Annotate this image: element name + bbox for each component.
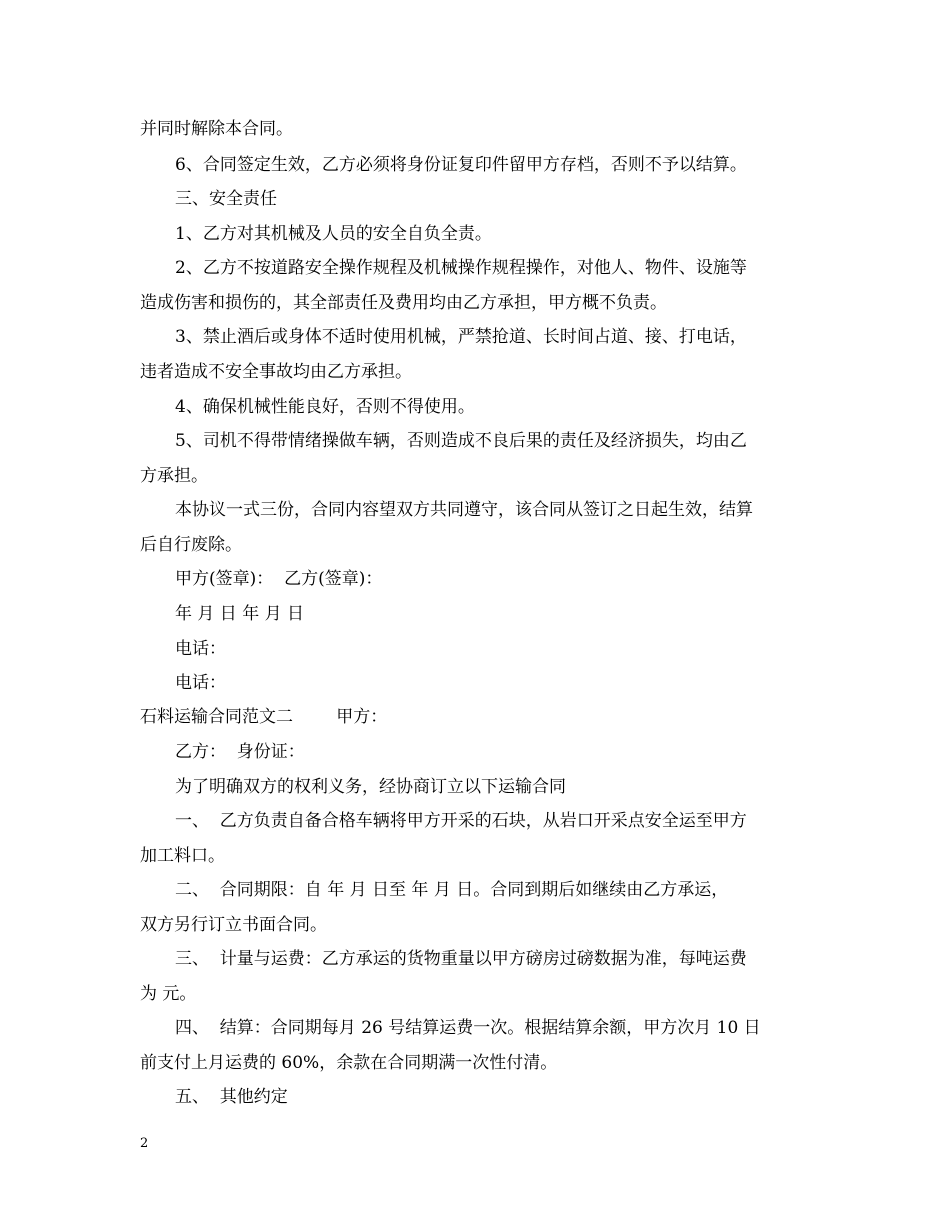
text-line: 并同时解除本合同。 (140, 119, 293, 139)
text-line: 违者造成不安全事故均由乙方承担。 (140, 362, 412, 382)
text-line: 前支付上月运费的 60%，余款在合同期满一次性付清。 (140, 1053, 558, 1073)
text-line: 2、乙方不按道路安全操作规程及机械操作规程操作，对他人、物件、设施等 (175, 258, 747, 278)
section-heading: 三、安全责任 (175, 189, 277, 209)
phone-line: 电话： (175, 673, 226, 693)
text-line: 加工料口。 (140, 846, 225, 866)
text-line: 为了明确双方的权利义务，经协商订立以下运输合同 (175, 777, 566, 797)
text-line: 4、确保机械性能良好，否则不得使用。 (175, 397, 475, 417)
party-line: 乙方： 身份证： (175, 742, 305, 762)
text-line: 一、 乙方负责自备合格车辆将甲方开采的石块，从岩口开采点安全运至甲方 (175, 811, 747, 831)
text-line: 四、 结算：合同期每月 26 号结算运费一次。根据结算余额，甲方次月 10 日 (175, 1018, 761, 1038)
text-line: 为 元。 (140, 984, 197, 1004)
phone-line: 电话： (175, 639, 226, 659)
text-line: 三、 计量与运费：乙方承运的货物重量以甲方磅房过磅数据为准，每吨运费 (175, 949, 747, 969)
text-line: 二、 合同期限：自 年 月 日至 年 月 日。合同到期后如继续由乙方承运， (175, 880, 729, 900)
text-line: 方承担。 (140, 466, 208, 486)
text-line: 后自行废除。 (140, 535, 242, 555)
text-line: 本协议一式三份，合同内容望双方共同遵守，该合同从签订之日起生效，结算 (175, 500, 753, 520)
text-line: 1、乙方对其机械及人员的安全自负全责。 (175, 224, 492, 244)
text-line: 3、禁止酒后或身体不适时使用机械，严禁抢道、长时间占道、接、打电话， (175, 327, 747, 347)
text-line: 5、司机不得带情绪操做车辆，否则造成不良后果的责任及经济损失，均由乙 (175, 431, 747, 451)
document-title: 石料运输合同范文二 甲方： (140, 707, 388, 727)
text-line: 6、合同签定生效，乙方必须将身份证复印件留甲方存档，否则不予以结算。 (175, 155, 747, 175)
section-heading: 五、 其他约定 (175, 1087, 288, 1107)
text-line: 双方另行订立书面合同。 (140, 915, 327, 935)
text-line: 造成伤害和损伤的，其全部责任及费用均由乙方承担，甲方概不负责。 (140, 293, 667, 313)
date-line: 年 月 日 年 月 日 (175, 604, 305, 624)
signature-line: 甲方(签章)： 乙方(签章)： (175, 569, 383, 589)
page-number: 2 (140, 1136, 149, 1151)
